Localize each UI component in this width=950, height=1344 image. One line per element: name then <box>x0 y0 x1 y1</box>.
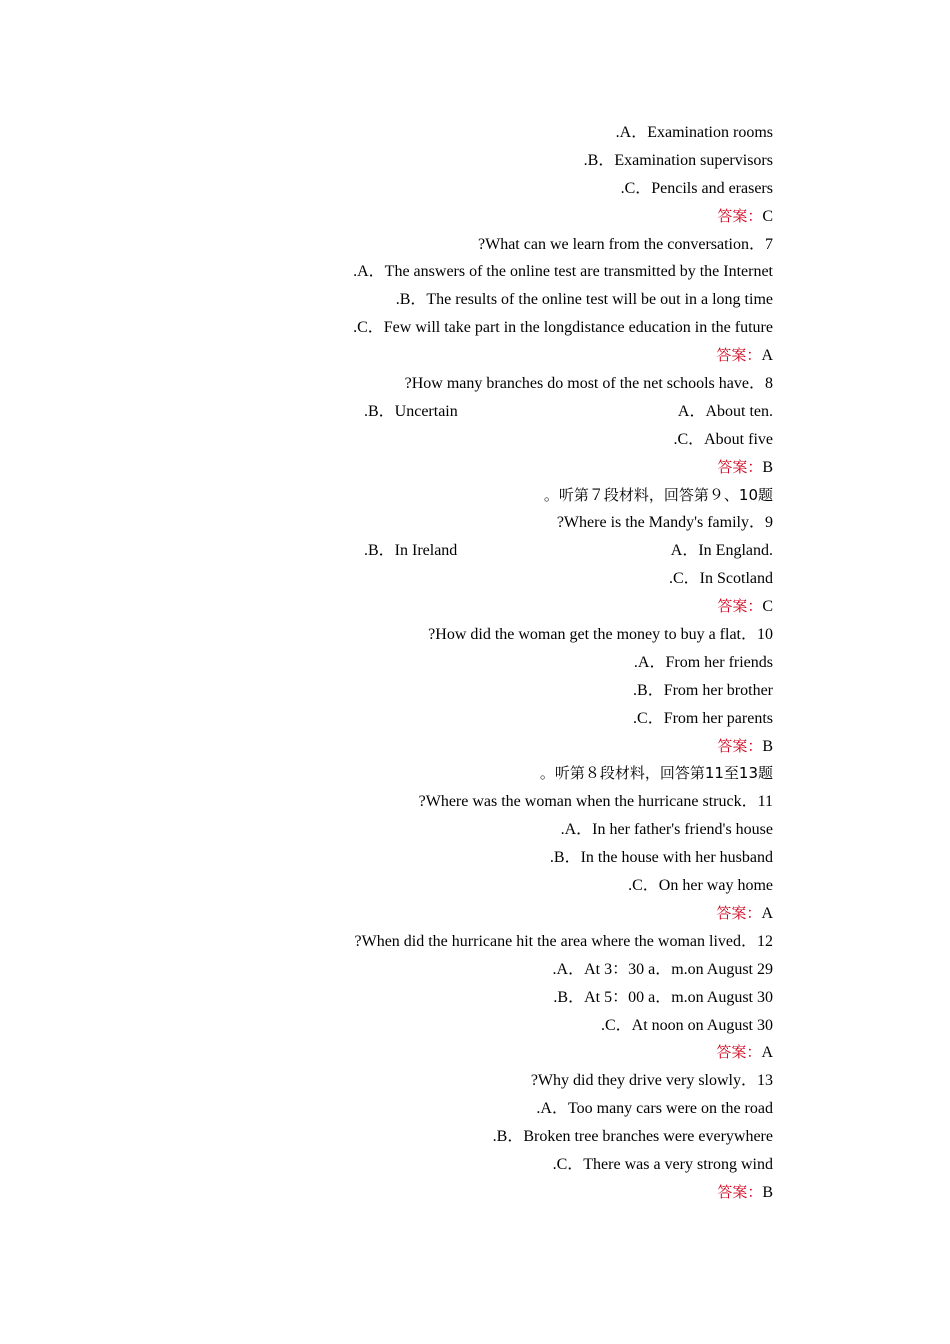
question-line <box>0 231 950 259</box>
question-text: ?What can we learn from the conversation．7 <box>478 235 773 253</box>
option-line <box>0 816 950 844</box>
document-page <box>0 119 950 1207</box>
option-line <box>0 872 950 900</box>
option-text: .A．From her friends <box>633 653 773 671</box>
section-heading: 。听第８段材料，回答第11至13题 <box>539 764 773 783</box>
answer <box>717 203 773 231</box>
option-line <box>0 649 950 677</box>
option-line <box>0 1123 950 1151</box>
option-line <box>0 175 950 203</box>
answer <box>716 900 773 928</box>
option-text: .C．At noon on August 30 <box>600 1016 773 1034</box>
question-line <box>0 788 950 816</box>
answer-label: 答案： <box>717 1182 763 1201</box>
section-heading: 。听第７段材料，回答第９、10题 <box>543 485 773 504</box>
answer-line <box>0 1039 950 1067</box>
option-text: .B．At 5：00 a．m.on August 30 <box>553 988 773 1006</box>
option-line <box>0 119 950 147</box>
answer-value: C <box>762 207 773 225</box>
answer <box>716 342 773 370</box>
answer-line <box>0 342 950 370</box>
answer <box>716 1039 773 1067</box>
answer-line <box>0 454 950 482</box>
answer-label: 答案： <box>716 346 762 365</box>
question-text: ?Why did they drive very slowly．13 <box>530 1072 773 1090</box>
question-text: ?How many branches do most of the net schools have．8 <box>404 375 773 393</box>
question-line <box>0 928 950 956</box>
option-text: .C．Pencils and erasers <box>620 179 773 197</box>
option-text-right: A．About ten. <box>677 402 773 420</box>
answer-value: C <box>762 598 773 616</box>
option-line <box>0 565 950 593</box>
answer-value: B <box>762 737 773 755</box>
option-text: .A．Too many cars were on the road <box>536 1100 773 1118</box>
option-text: .A．The answers of the online test are transmitted by the Internet <box>353 263 773 281</box>
option-line <box>0 426 950 454</box>
option-line <box>0 705 950 733</box>
question-line <box>0 509 950 537</box>
question-line <box>0 1067 950 1095</box>
option-text: .C．From her parents <box>633 709 773 727</box>
option-pair-line <box>0 398 950 426</box>
question-line <box>0 370 950 398</box>
answer-value: A <box>761 904 773 922</box>
answer-label: 答案： <box>716 903 762 922</box>
option-text: .B．The results of the online test will be out in a long time <box>395 291 773 309</box>
section-heading-line <box>0 482 950 510</box>
option-line <box>0 984 950 1012</box>
section-heading-line <box>0 760 950 788</box>
answer-value: B <box>762 458 773 476</box>
option-text: .B．Broken tree branches were everywhere <box>492 1128 773 1146</box>
answer-value: A <box>761 1044 773 1062</box>
option-text: .A．At 3：30 a．m.on August 29 <box>552 960 773 978</box>
question-text: ?How did the woman get the money to buy a flat．10 <box>428 626 773 644</box>
option-text-left: .B．In Ireland <box>364 542 458 560</box>
option-line <box>0 1012 950 1040</box>
option-text-left: .B．Uncertain <box>364 402 458 420</box>
option-line <box>0 844 950 872</box>
answer <box>717 733 773 761</box>
option-text-right: A．In England. <box>670 542 773 560</box>
answer-line <box>0 593 950 621</box>
answer-label: 答案： <box>716 1043 762 1062</box>
question-text: ?When did the hurricane hit the area where the woman lived．12 <box>354 932 773 950</box>
answer-label: 答案： <box>717 457 763 476</box>
option-text: .C．Few will take part in the longdistance education in the future <box>353 319 773 337</box>
option-text: .B．From her brother <box>633 681 773 699</box>
answer-line <box>0 900 950 928</box>
option-line <box>0 677 950 705</box>
option-line <box>0 314 950 342</box>
answer <box>717 454 773 482</box>
answer-value: A <box>761 347 773 365</box>
option-text: .B．In the house with her husband <box>549 849 773 867</box>
question-line <box>0 621 950 649</box>
option-pair-line <box>0 537 950 565</box>
option-text: .C．There was a very strong wind <box>552 1155 773 1173</box>
option-line <box>0 147 950 175</box>
option-text: .A．Examination rooms <box>615 124 773 141</box>
option-text: .C．In Scotland <box>669 570 773 588</box>
option-line <box>0 956 950 984</box>
option-text: .A．In her father's friend's house <box>560 821 773 839</box>
option-line <box>0 1151 950 1179</box>
answer-label: 答案： <box>717 736 763 755</box>
answer-line <box>0 733 950 761</box>
question-text: ?Where was the woman when the hurricane struck．11 <box>418 793 773 811</box>
question-text: ?Where is the Mandy's family．9 <box>556 514 773 532</box>
option-line <box>0 286 950 314</box>
option-text: .C．About five <box>673 430 773 448</box>
option-text: .C．On her way home <box>628 877 773 895</box>
option-line <box>0 1095 950 1123</box>
answer <box>717 593 773 621</box>
option-text: .B．Examination supervisors <box>583 151 773 169</box>
answer-label: 答案： <box>717 206 763 225</box>
answer-label: 答案： <box>717 597 763 616</box>
answer-value: B <box>762 1183 773 1201</box>
answer-line <box>0 1179 950 1207</box>
option-line <box>0 258 950 286</box>
answer <box>717 1179 773 1207</box>
answer-line <box>0 203 950 231</box>
